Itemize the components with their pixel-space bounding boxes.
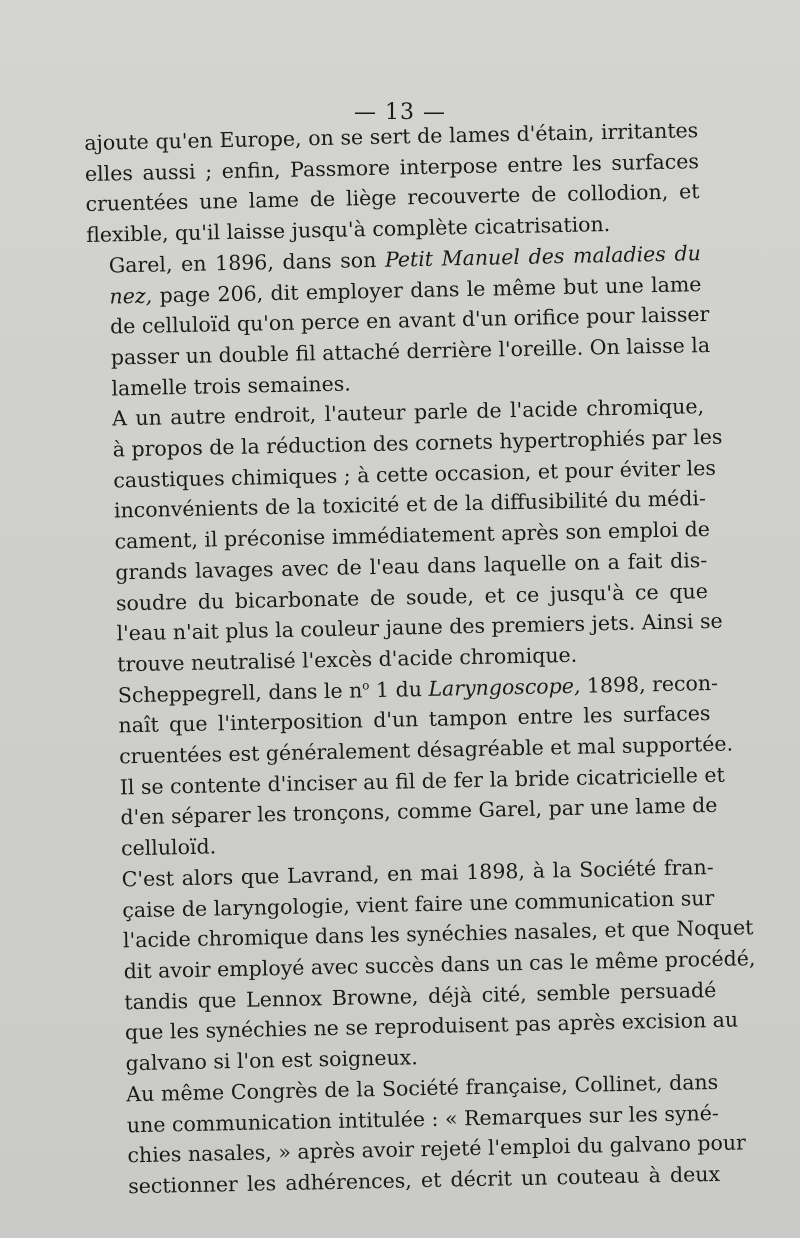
text-line: de celluloïd qu'on perce en avant d'un orifice pour laisser (109, 302, 710, 339)
text-line: cament, il préconise immédiatement après son emploi de (114, 517, 711, 554)
text-line: tandis que Lennox Browne, déjà cité, semble persuadé (124, 977, 717, 1015)
journal-title: Laryngoscope, (428, 673, 581, 701)
text-line: galvano si l'on est soigneux. (125, 1045, 418, 1076)
text-line: naît que l'interposition d'un tampon entre les surfaces (118, 701, 711, 738)
text-line: celluloïd. (120, 834, 217, 861)
text-line: Au même Congrès de la Société française, Collinet, dans (125, 1069, 719, 1107)
paragraph (87, 238, 711, 404)
text-run: Scheppegrell, dans le n (117, 677, 363, 708)
text-line: l'eau n'ait plus la couleur jaune des premiers jets. Ainsi se (116, 608, 723, 646)
body-text (84, 115, 756, 1202)
text-run: 1 du (369, 676, 429, 702)
text-line: passer un double fil attaché derrière l'oreille. On laisse la (110, 332, 711, 370)
text-line: soudre du bicarbonate de soude, et ce jusqu'à ce que (115, 578, 709, 615)
text-line: d'en séparer les tronçons, comme Garel, par une lame de (120, 793, 718, 830)
superscript: o (362, 677, 370, 693)
text-line: A un autre endroit, l'auteur parle de l'acide chromique, (111, 394, 705, 431)
text-line: flexible, qu'il laisse jusqu'à complète cicatrisation. (85, 212, 611, 248)
text-run: 1898, recon- (580, 670, 719, 698)
text-line: trouve neutralisé l'excès d'acide chromique. (116, 642, 578, 677)
paragraph (96, 668, 734, 865)
text-line: grands lavages avec de l'eau dans laquelle on a fait dis- (115, 547, 708, 585)
text-line: chies nasales, » après avoir rejeté l'emploi du galvano pour (127, 1130, 747, 1168)
text-line: C'est alors que Lavrand, en mai 1898, à la Société fran- (121, 854, 714, 892)
text-line: cruentées une lame de liège recouverte de collodion, et (85, 179, 700, 217)
paragraph (104, 1067, 747, 1203)
text-run: page 206, dit employer dans le même but une lame (151, 271, 702, 308)
page-number: — 13 — (354, 100, 446, 125)
text-run: Garel, en 1896, dans son (108, 247, 386, 278)
text-line: ajoute qu'en Europe, on se sert de lames d'étain, irritantes (84, 118, 699, 155)
book-title: Petit Manuel des maladies du (384, 240, 702, 272)
text-line: inconvénients de la toxicité et de la diffusibilité du médi- (113, 486, 707, 523)
text-line: dit avoir employé avec succès dans un cas le même procédé, (123, 946, 756, 984)
text-line: cruentées est généralement désagréable et mal supportée. (118, 731, 734, 769)
text-line: çaise de laryngologie, vient faire une communication sur (122, 885, 715, 922)
text-line: l'acide chromique dans les synéchies nasales, et que Noquet (122, 915, 754, 953)
text-line: à propos de la réduction des cornets hypertrophiés par les (112, 424, 723, 462)
paragraph (99, 852, 756, 1080)
text-line: sectionner les adhérences, et décrit un couteau à deux (127, 1161, 721, 1199)
paragraph (90, 391, 723, 680)
text-line: une communication intitulée : « Remarques sur les syné- (126, 1100, 720, 1137)
paragraph (84, 115, 700, 251)
text-line: caustiques chimiques ; à cette occasion, et pour éviter les (113, 455, 717, 493)
text-line: lamelle trois semaines. (111, 371, 351, 401)
text-line: elles aussi ; enfin, Passmore interpose entre les surfaces (84, 148, 700, 186)
text-line: que les synéchies ne se reproduisent pas après excision au (124, 1007, 739, 1045)
book-title: nez, (109, 283, 153, 309)
text-line: Il se contente d'inciser au fil de fer la bride cicatricielle et (119, 762, 725, 800)
